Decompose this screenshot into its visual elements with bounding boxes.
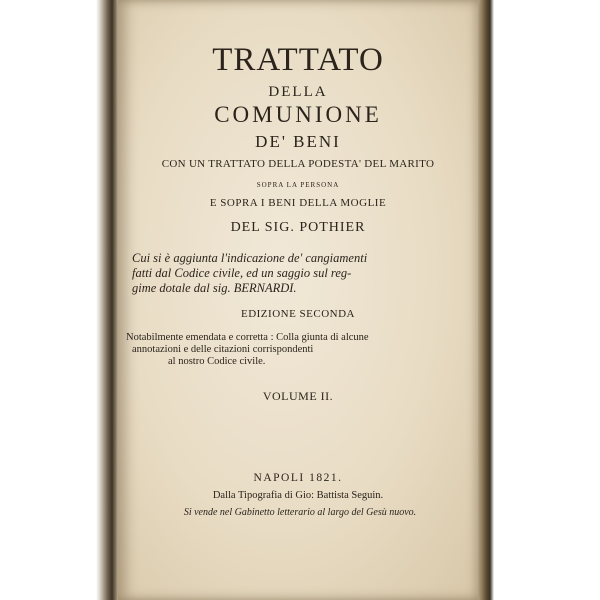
title-della: DELLA [268,84,328,100]
right-binding [478,0,600,600]
title-subject-2: DE' BENI [255,132,341,151]
addition-line-2: fatti dal Codice civile, ed un saggio sul reg- [132,266,352,280]
author-line: DEL SIG. POTHIER [230,220,366,235]
subtitle-sopra: SOPRA LA PERSONA [256,181,340,189]
subtitle-sopra-2: E SOPRA I BENI DELLA MOGLIE [209,197,387,209]
sold-line: Si vende nel Gabinetto letterario al largo del Gesù nuovo. [183,507,417,518]
place-year: NAPOLI 1821. [253,472,343,484]
subtitle: CON UN TRATTATO DELLA PODESTA' DEL MARITO [161,158,435,170]
notes-line-1: Notabilmente emendata e corretta : Colla giunta di alcune [126,332,369,343]
addition-line-1: Cui si è aggiunta l'indicazione de' cangiamenti [132,251,368,265]
notes-line-3: al nostro Codice civile. [168,356,266,367]
edition-line: EDIZIONE SECONDA [240,308,355,320]
notes-line-2: annotazioni e delle citazioni corrispondenti [132,344,314,355]
volume-line: VOLUME II. [262,389,334,403]
addition-line-3: gime dotale dal sig. BERNARDI. [132,281,297,295]
title-subject: COMUNIONE [214,102,382,127]
printer-line: Dalla Tipografia di Gio: Battista Seguin. [212,490,384,501]
left-binding [0,0,118,600]
book-title: TRATTATO [212,42,384,78]
